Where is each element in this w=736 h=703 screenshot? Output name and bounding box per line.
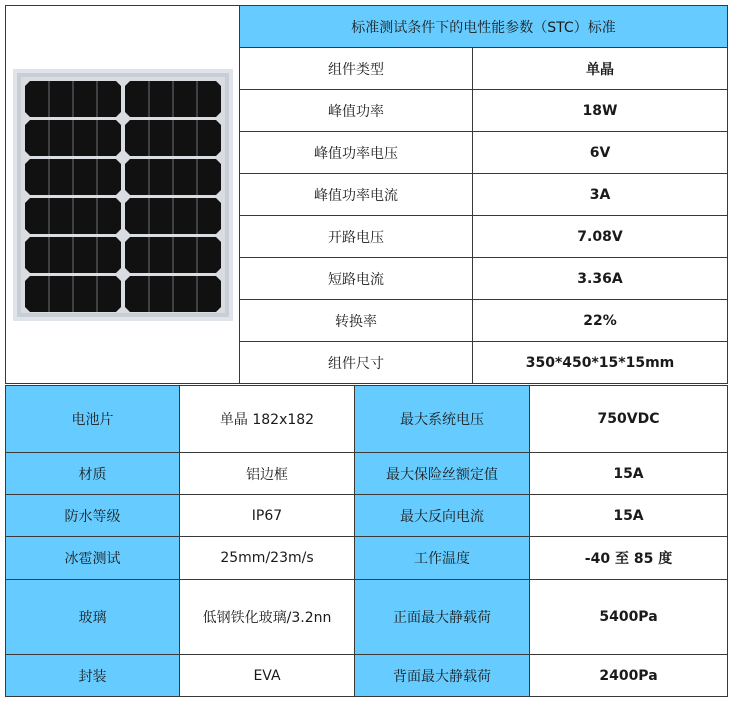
- row-value: 18W: [473, 90, 728, 132]
- row-label: 短路电流: [240, 258, 473, 300]
- spec-value: EVA: [180, 655, 355, 697]
- spec-value: -40 至 85 度: [530, 537, 728, 580]
- row-label: 组件尺寸: [240, 342, 473, 384]
- spec-value: 单晶 182x182: [180, 386, 355, 453]
- spec-value: 2400Pa: [530, 655, 728, 697]
- spec-value: 15A: [530, 453, 728, 495]
- spec-label: 电池片: [6, 386, 180, 453]
- table-row: [6, 655, 728, 697]
- panel-image-cell: [6, 6, 240, 384]
- spec-value: IP67: [180, 495, 355, 537]
- spec-label: 防水等级: [6, 495, 180, 537]
- spec-label: 封装: [6, 655, 180, 697]
- spec-value: 750VDC: [530, 386, 728, 453]
- row-label: 峰值功率: [240, 90, 473, 132]
- stc-header-row: [6, 6, 728, 48]
- row-value: 350*450*15*15mm: [473, 342, 728, 384]
- spec-value: 铝边框: [180, 453, 355, 495]
- stc-title: 标准测试条件下的电性能参数（STC）标准: [240, 6, 728, 48]
- spec-value: 25mm/23m/s: [180, 537, 355, 580]
- spec-label: 冰雹测试: [6, 537, 180, 580]
- table-row: [6, 495, 728, 537]
- row-value: 6V: [473, 132, 728, 174]
- table-row: [6, 580, 728, 655]
- table-row: [6, 453, 728, 495]
- row-value: 单晶: [473, 48, 728, 90]
- table-row: [6, 537, 728, 580]
- spec-label: 玻璃: [6, 580, 180, 655]
- row-value: 7.08V: [473, 216, 728, 258]
- spec-sheet: [5, 5, 727, 695]
- solar-panel-icon: [13, 69, 233, 321]
- spec-value: 5400Pa: [530, 580, 728, 655]
- spec-label: 工作温度: [355, 537, 530, 580]
- row-label: 转换率: [240, 300, 473, 342]
- spec-label: 正面最大静载荷: [355, 580, 530, 655]
- spec-label: 最大系统电压: [355, 386, 530, 453]
- row-value: 3.36A: [473, 258, 728, 300]
- row-label: 峰值功率电压: [240, 132, 473, 174]
- spec-label: 背面最大静载荷: [355, 655, 530, 697]
- stc-table: [5, 5, 728, 384]
- spec-label: 材质: [6, 453, 180, 495]
- row-label: 组件类型: [240, 48, 473, 90]
- table-row: [6, 386, 728, 453]
- spec-table: [5, 385, 728, 697]
- solar-panel-graphic: [13, 69, 233, 321]
- spec-value: 低钢铁化玻璃/3.2nn: [180, 580, 355, 655]
- spec-value: 15A: [530, 495, 728, 537]
- spec-label: 最大保险丝额定值: [355, 453, 530, 495]
- row-value: 22%: [473, 300, 728, 342]
- spec-label: 最大反向电流: [355, 495, 530, 537]
- row-value: 3A: [473, 174, 728, 216]
- row-label: 开路电压: [240, 216, 473, 258]
- row-label: 峰值功率电流: [240, 174, 473, 216]
